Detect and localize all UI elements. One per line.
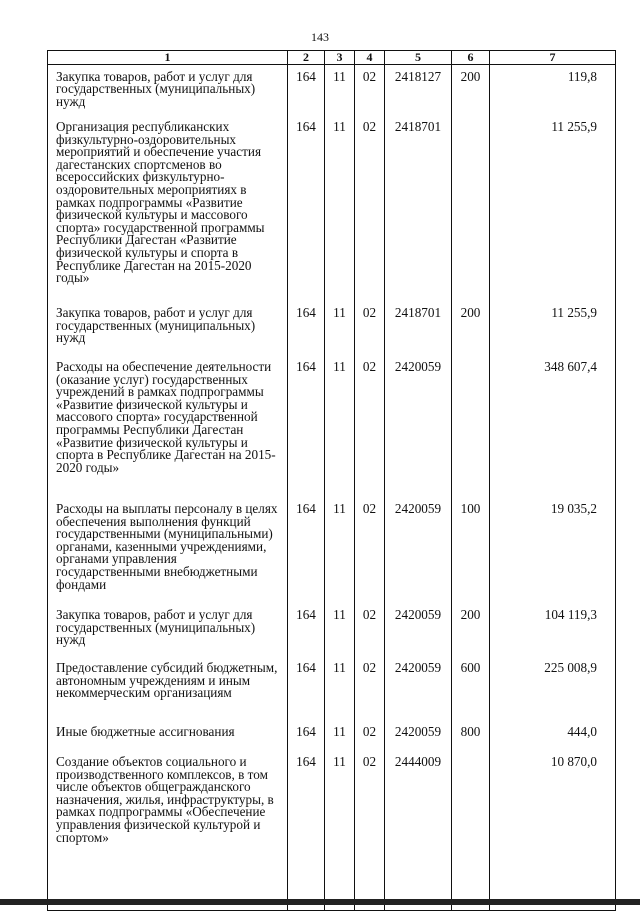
cell-section: 11	[325, 115, 355, 301]
cell-expense-type: 200	[452, 301, 490, 355]
cell-amount: 10 870,0	[490, 750, 616, 850]
cell-target-article: 2420059	[385, 603, 452, 656]
cell-target-article: 2420059	[385, 656, 452, 720]
cell-ministry-code: 164	[288, 720, 325, 750]
table-row	[48, 603, 616, 656]
cell-subsection: 02	[355, 656, 385, 720]
cell-section: 11	[325, 301, 355, 355]
cell-expense-type: 600	[452, 656, 490, 720]
page-number: 143	[311, 30, 329, 44]
cell-amount: 19 035,2	[490, 497, 616, 603]
cell-ministry-code: 164	[288, 750, 325, 850]
cell-section: 11	[325, 750, 355, 850]
row-description: Создание объектов социального и производственного комплексов, в том числе объектов общегражданского назначения, жилья, инфраструктуры, в рамках подпрограммы «Обеспечение управления физической культурой и спортом»	[48, 750, 288, 850]
column-header: 1	[48, 51, 288, 65]
cell-target-article: 2420059	[385, 497, 452, 603]
scan-edge-shadow	[0, 899, 640, 905]
row-description: Организация республиканских физкультурно-оздоровительных мероприятий и обеспечение участия дагестанских спортсменов во всероссийских физкультурно-оздоровительных мероприятиях в рамках подпрограммы «Развитие физической культуры и массового спорта» государственной программы Республики Дагестан «Развитие физической культуры и спорта в Республике Дагестан на 2015-2020 годы»	[48, 115, 288, 301]
cell-target-article: 2418127	[385, 64, 452, 115]
cell-target-article: 2444009	[385, 750, 452, 850]
cell-ministry-code: 164	[288, 656, 325, 720]
column-header: 5	[385, 51, 452, 65]
row-description: Закупка товаров, работ и услуг для государственных (муниципальных) нужд	[48, 603, 288, 656]
row-description: Предоставление субсидий бюджетным, автономным учреждениям и иным некоммерческим организациям	[48, 656, 288, 720]
cell-expense-type: 100	[452, 497, 490, 603]
cell-subsection: 02	[355, 64, 385, 115]
cell-expense-type: 200	[452, 603, 490, 656]
cell-expense-type: 800	[452, 720, 490, 750]
cell-section: 11	[325, 656, 355, 720]
column-header: 2	[288, 51, 325, 65]
cell-ministry-code: 164	[288, 64, 325, 115]
cell-ministry-code: 164	[288, 603, 325, 656]
cell-subsection: 02	[355, 115, 385, 301]
table-row	[48, 750, 616, 850]
cell-ministry-code: 164	[288, 497, 325, 603]
cell-expense-type	[452, 115, 490, 301]
row-description: Иные бюджетные ассигнования	[48, 720, 288, 750]
column-header: 6	[452, 51, 490, 65]
cell-amount: 444,0	[490, 720, 616, 750]
cell-subsection: 02	[355, 355, 385, 497]
column-header: 3	[325, 51, 355, 65]
column-header: 4	[355, 51, 385, 65]
cell-section: 11	[325, 497, 355, 603]
cell-target-article: 2418701	[385, 115, 452, 301]
column-header: 7	[490, 51, 616, 65]
table-row	[48, 64, 616, 115]
cell-target-article: 2418701	[385, 301, 452, 355]
cell-amount: 11 255,9	[490, 115, 616, 301]
cell-amount: 11 255,9	[490, 301, 616, 355]
cell-section: 11	[325, 603, 355, 656]
row-description: Закупка товаров, работ и услуг для государственных (муниципальных) нужд	[48, 64, 288, 115]
cell-amount: 348 607,4	[490, 355, 616, 497]
cell-expense-type	[452, 355, 490, 497]
cell-subsection: 02	[355, 720, 385, 750]
row-description: Расходы на выплаты персоналу в целях обеспечения выполнения функций государственными (муниципальными) органами, казенными учреждениями, органами управления государственными внебюджетными фондами	[48, 497, 288, 603]
cell-ministry-code: 164	[288, 115, 325, 301]
table-row	[48, 497, 616, 603]
cell-section: 11	[325, 355, 355, 497]
row-description: Закупка товаров, работ и услуг для государственных (муниципальных) нужд	[48, 301, 288, 355]
cell-subsection: 02	[355, 301, 385, 355]
cell-subsection: 02	[355, 750, 385, 850]
cell-amount: 104 119,3	[490, 603, 616, 656]
cell-target-article: 2420059	[385, 355, 452, 497]
table-header	[48, 51, 616, 65]
table-row	[48, 115, 616, 301]
cell-amount: 225 008,9	[490, 656, 616, 720]
cell-section: 11	[325, 64, 355, 115]
budget-table	[47, 50, 616, 911]
cell-section: 11	[325, 720, 355, 750]
cell-subsection: 02	[355, 497, 385, 603]
row-description: Расходы на обеспечение деятельности (оказание услуг) государственных учреждений в рамках подпрограммы «Развитие физической культуры и массового спорта» государственной программы Республики Дагестан «Развитие физической культуры и спорта в Республике Дагестан на 2015-2020 годы»	[48, 355, 288, 497]
cell-amount: 119,8	[490, 64, 616, 115]
table-row	[48, 656, 616, 720]
cell-ministry-code: 164	[288, 355, 325, 497]
cell-expense-type	[452, 750, 490, 850]
table-row	[48, 301, 616, 355]
table-row	[48, 720, 616, 750]
cell-expense-type: 200	[452, 64, 490, 115]
cell-ministry-code: 164	[288, 301, 325, 355]
cell-target-article: 2420059	[385, 720, 452, 750]
table-row	[48, 355, 616, 497]
cell-subsection: 02	[355, 603, 385, 656]
